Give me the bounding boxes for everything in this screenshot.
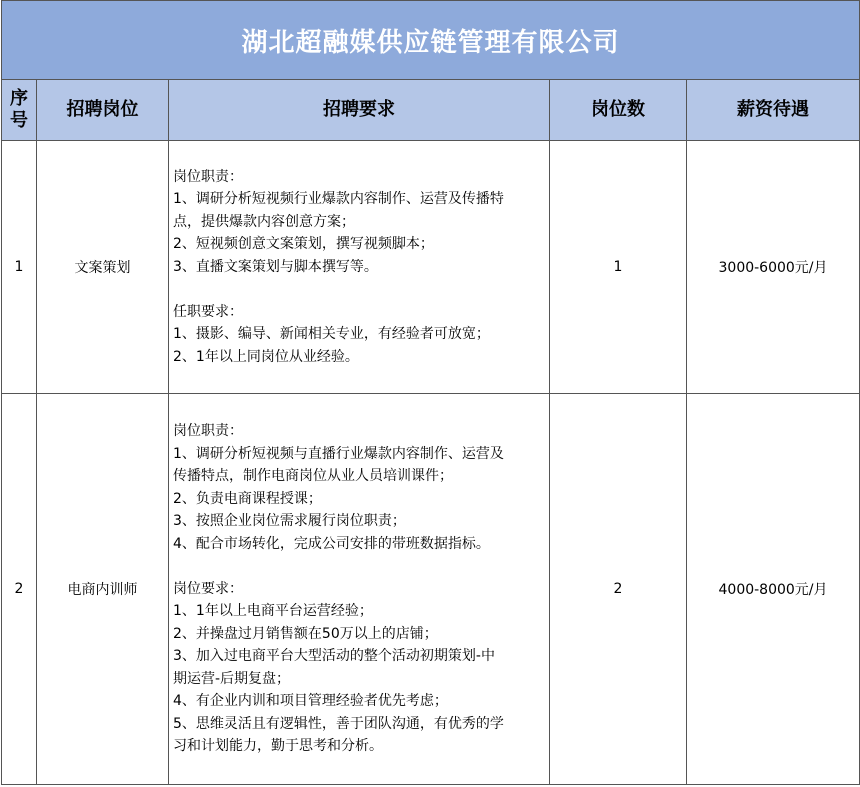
header-count: 岗位数 (550, 80, 687, 141)
row-salary: 4000-8000元/月 (687, 394, 860, 785)
recruitment-table (1, 0, 860, 785)
duty-line: 3、直播文案策划与脚本撰写等。 (173, 258, 378, 275)
req-line: 3、加入过电商平台大型活动的整个活动初期策划-中 (173, 648, 495, 665)
reqs-title: 任职要求： (173, 303, 243, 320)
duties-title: 岗位职责： (173, 423, 243, 440)
duties-title: 岗位职责： (173, 168, 243, 185)
row-index: 1 (2, 141, 37, 394)
req-line: 期运营-后期复盘； (173, 670, 291, 687)
row-salary: 3000-6000元/月 (687, 141, 860, 394)
header-index (2, 80, 37, 141)
duty-line: 4、配合市场转化，完成公司安排的带班数据指标。 (173, 535, 490, 552)
req-line: 2、并操盘过月销售额在50万以上的店铺； (173, 625, 438, 642)
header-index-line-1: 序 (10, 88, 28, 109)
row-position: 电商内训师 (37, 394, 169, 785)
req-line: 1、摄影、编导、新闻相关专业，有经验者可放宽； (173, 326, 490, 343)
duty-line: 1、调研分析短视频行业爆款内容制作、运营及传播特 (173, 191, 504, 208)
table-row (2, 141, 860, 394)
row-requirements (169, 141, 550, 394)
row-requirements (169, 394, 550, 785)
duty-line: 点，提供爆款内容创意方案； (173, 213, 355, 230)
header-salary: 薪资待遇 (687, 80, 860, 141)
header-index-line-2: 号 (10, 110, 28, 131)
req-line: 2、1年以上同岗位从业经验。 (173, 348, 359, 365)
row-count: 2 (550, 394, 687, 785)
row-index: 2 (2, 394, 37, 785)
reqs-title: 岗位要求： (173, 580, 243, 597)
duty-line: 2、短视频创意文案策划，撰写视频脚本； (173, 236, 434, 253)
spacer (173, 278, 547, 301)
duty-line: 3、按照企业岗位需求履行岗位职责； (173, 513, 406, 530)
header-requirements: 招聘要求 (169, 80, 550, 141)
company-title: 湖北超融媒供应链管理有限公司 (2, 1, 860, 80)
duty-line: 1、调研分析短视频与直播行业爆款内容制作、运营及 (173, 445, 504, 462)
header-row (2, 80, 860, 141)
duty-line: 2、负责电商课程授课； (173, 490, 322, 507)
row-position: 文案策划 (37, 141, 169, 394)
req-line: 1、1年以上电商平台运营经验； (173, 603, 373, 620)
row-count: 1 (550, 141, 687, 394)
table-row (2, 394, 860, 785)
spacer (173, 555, 547, 578)
req-line: 4、有企业内训和项目管理经验者优先考虑； (173, 693, 448, 710)
req-line: 习和计划能力，勤于思考和分析。 (173, 738, 383, 755)
header-position: 招聘岗位 (37, 80, 169, 141)
req-line: 5、思维灵活且有逻辑性，善于团队沟通，有优秀的学 (173, 715, 504, 732)
duty-line: 传播特点，制作电商岗位从业人员培训课件； (173, 468, 453, 485)
